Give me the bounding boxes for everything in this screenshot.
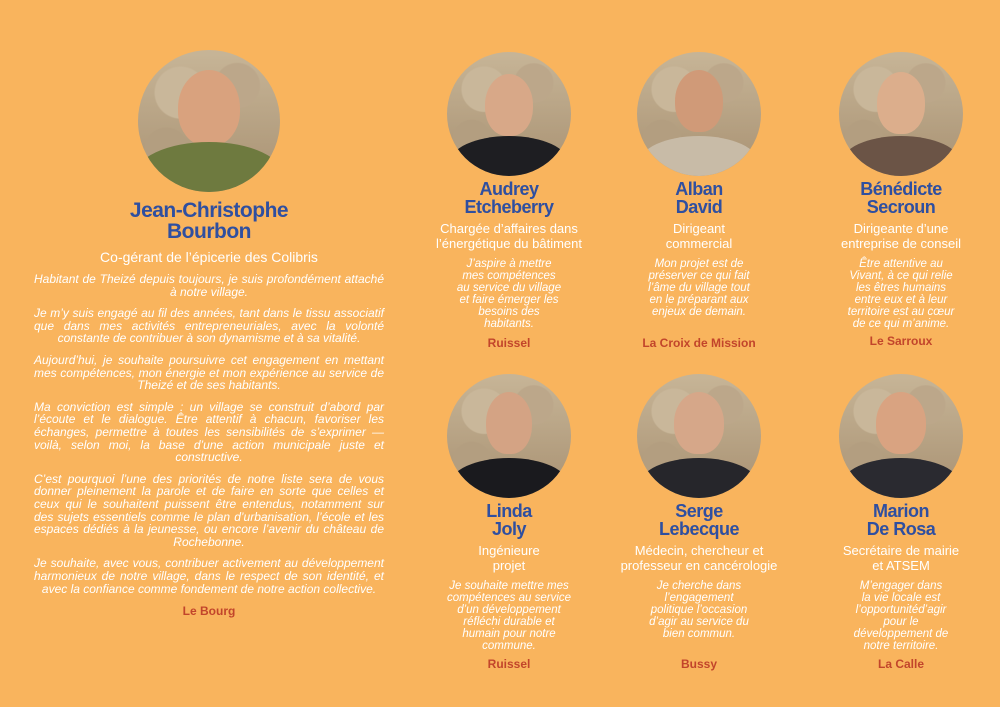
candidate-role: Dirigeant commercial <box>665 221 733 251</box>
main-candidate-role: Co-gérant de l’épicerie des Colibris <box>100 249 318 265</box>
candidate-photo <box>447 52 571 176</box>
candidate-place: La Calle <box>877 657 925 671</box>
candidate-quote: Je cherche dans l’engagement politique l’occasion d’agir au service du bien commun. <box>649 579 749 641</box>
candidate-card-alban <box>606 52 792 350</box>
candidate-quote: Être attentive au Vivant, à ce qui relie les êtres humains entre eux et à leur territoire est au cœur de ce qui m’anime. <box>847 257 955 331</box>
main-candidate-place: Le Bourg <box>182 604 236 619</box>
main-candidate-photo <box>138 50 280 192</box>
candidate-role: Médecin, chercheur et professeur en cancérologie <box>620 543 778 573</box>
candidate-card-audrey <box>416 52 602 350</box>
candidate-card-benedicte <box>808 52 994 348</box>
candidate-name: Serge Lebecque <box>658 501 740 539</box>
candidate-place: Ruissel <box>487 336 531 350</box>
candidate-place: La Croix de Mission <box>642 336 756 350</box>
main-candidate-text: Habitant de Theizé depuis toujours, je suis profondément attaché à notre village. Je m’y suis engagé au fil des années, tant dans le tissu associatif que dans mes activités entrepreneuriales, avec la volonté constante de contribuer à son dynamisme et à sa vitalité. Aujourd’hui, je souhaite poursuivre cet engagement en mettant mes compétences, mon énergie et mon expérience au service de Theizé et de ses habitants. Ma conviction est simple : un village se construit d’abord par l’écoute et le dialogue. Être attentif à chacun, favoriser les échanges, permettre à toutes les sensibilités de s’exprimer — voilà, selon moi, la base d’une action municipale juste et constructive. C’est pourquoi l’une des priorités de notre liste sera de vous donner pleinement la parole et de faire en sorte que celles et ceux qui le souhaitent puissent être entendus, notamment sur des sujets essentiels comme le plan d’urbanisation, l’école et les espaces dédiés à la jeunesse, ou encore l’avenir du château de Rochebonne. Je souhaite, avec vous, contribuer activement au développement harmonieux de notre village, dans le respect de son identité, et avec la confiance comme fondement de notre action collective. <box>34 272 384 596</box>
candidate-name: Marion De Rosa <box>866 501 936 539</box>
candidate-place: Le Sarroux <box>869 334 933 348</box>
candidate-role: Secrétaire de mairie et ATSEM <box>842 543 960 573</box>
candidate-quote: M’engager dans la vie locale est l’opportunitéd’agir pour le développement de notre territoire. <box>853 579 949 653</box>
candidate-place: Ruissel <box>487 657 531 671</box>
candidate-quote: Mon projet est de préserver ce qui fait l’âme du village tout en le préparant aux enjeux de demain. <box>648 257 750 319</box>
candidate-place: Bussy <box>680 657 718 671</box>
candidate-name: Alban David <box>675 179 723 217</box>
candidate-name: Audrey Etcheberry <box>464 179 554 217</box>
candidate-role: Chargée d’affaires dans l’énergétique du bâtiment <box>436 221 582 251</box>
candidate-quote: J’aspire à mettre mes compétences au service du village et faire émerger les besoins des habitants. <box>456 257 562 331</box>
candidate-card-linda <box>416 374 602 671</box>
candidate-photo <box>637 52 761 176</box>
main-candidate-card <box>28 50 390 618</box>
candidate-card-marion <box>808 374 994 671</box>
candidate-photo <box>447 374 571 498</box>
candidate-quote: Je souhaite mettre mes compétences au service d’un développement réfléchi durable et humain pour notre commune. <box>446 579 571 653</box>
candidate-role: Dirigeante d’une entreprise de conseil <box>841 221 961 251</box>
candidate-name: Bénédicte Secroun <box>860 179 942 217</box>
candidate-name: Linda Joly <box>486 501 532 539</box>
candidate-photo <box>839 374 963 498</box>
main-candidate-name: Jean-Christophe Bourbon <box>129 199 289 243</box>
candidate-photo <box>839 52 963 176</box>
candidate-card-serge <box>596 374 802 671</box>
candidate-photo <box>637 374 761 498</box>
candidate-role: Ingénieure projet <box>478 543 540 573</box>
